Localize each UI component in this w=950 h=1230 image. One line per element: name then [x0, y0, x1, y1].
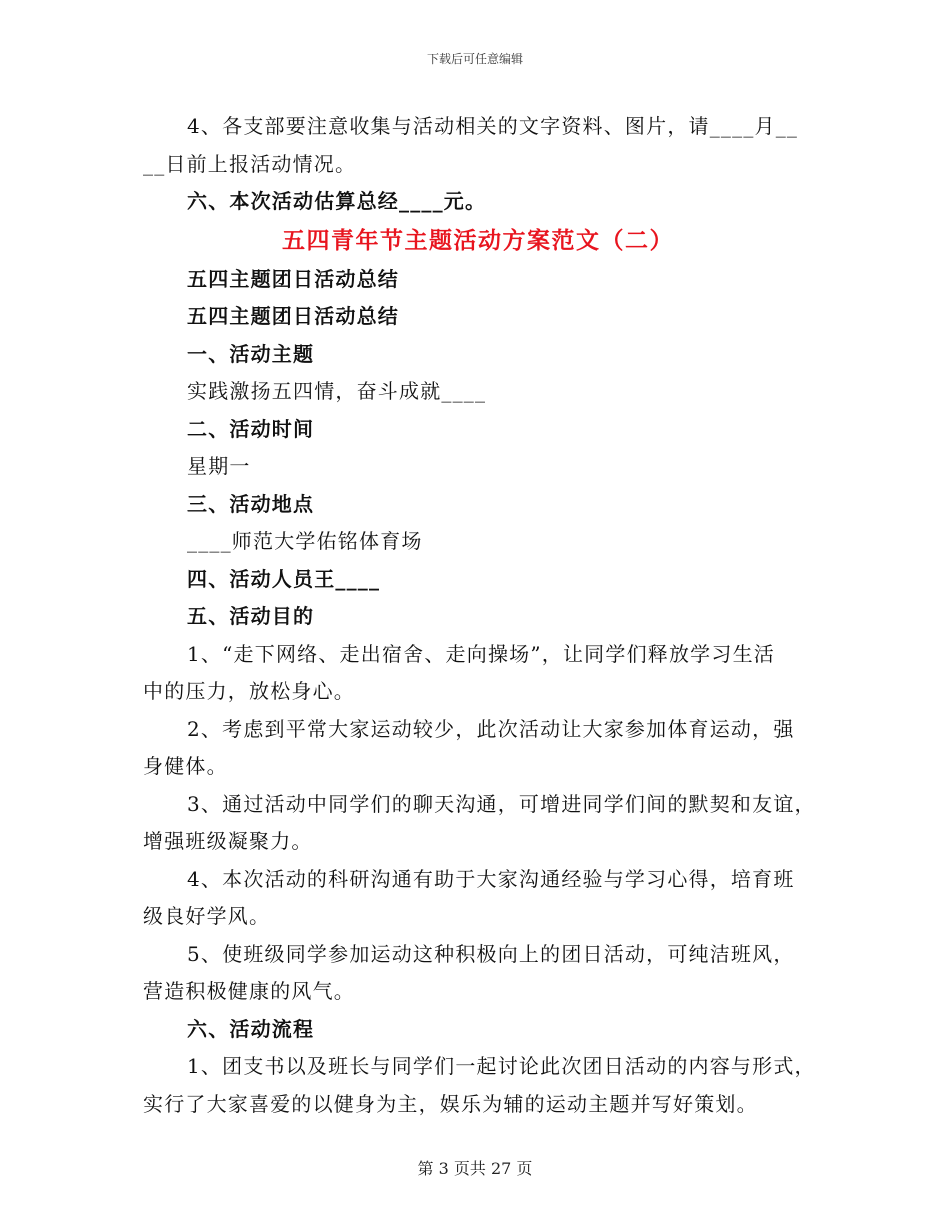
header-note: 下载后可任意编辑	[426, 52, 523, 66]
purpose-1-line-2: 中的压力，放松身心。	[143, 679, 355, 703]
page-number: 第 3 页共 27 页	[417, 1159, 533, 1178]
purpose-4-line-1: 4、本次活动的科研沟通有助于大家沟通经验与学习心得，培育班	[187, 866, 795, 891]
location-heading: 三、活动地点	[187, 491, 315, 516]
summary-heading-1: 五四主题团日活动总结	[187, 266, 399, 291]
budget-line: 六、本次活动估算总经____元。	[187, 189, 487, 213]
item-4-line-2: __日前上报活动情况。	[143, 151, 357, 176]
purpose-4-line-2: 级良好学风。	[143, 904, 271, 928]
process-heading: 六、活动流程	[187, 1016, 315, 1041]
purpose-2-line-2: 身健体。	[143, 754, 228, 778]
time-heading: 二、活动时间	[187, 416, 315, 441]
item-4-line-1: 4、各支部要注意收集与活动相关的文字资料、图片，请____月__	[187, 114, 799, 138]
time-text: 星期一	[187, 454, 251, 478]
theme-heading: 一、活动主题	[187, 341, 315, 366]
purpose-heading: 五、活动目的	[187, 604, 315, 628]
purpose-3-line-2: 增强班级凝聚力。	[143, 829, 313, 853]
document-body	[143, 108, 816, 1123]
location-text: ____师范大学佑铭体育场	[187, 529, 423, 553]
process-1-line-1: 1、团支书以及班长与同学们一起讨论此次团日活动的内容与形式，	[187, 1054, 816, 1078]
section-title: 五四青年节主题活动方案范文（二）	[282, 226, 674, 254]
process-1-line-2: 实行了大家喜爱的以健身为主，娱乐为辅的运动主题并写好策划。	[143, 1091, 758, 1116]
summary-heading-2: 五四主题团日活动总结	[187, 304, 399, 328]
theme-text: 实践激扬五四情，奋斗成就____	[187, 379, 487, 403]
purpose-1-line-1: 1、“走下网络、走出宿舍、走向操场”，让同学们释放学习生活	[187, 641, 775, 666]
purpose-5-line-2: 营造积极健康的风气。	[143, 979, 355, 1003]
purpose-5-line-1: 5、使班级同学参加运动这种积极向上的团日活动，可纯洁班风，	[187, 941, 795, 966]
purpose-2-line-1: 2、考虑到平常大家运动较少，此次活动让大家参加体育运动，强	[187, 716, 795, 741]
participants-heading: 四、活动人员王____	[187, 566, 381, 591]
purpose-3-line-1: 3、通过活动中同学们的聊天沟通，可增进同学们间的默契和友谊，	[187, 791, 816, 816]
